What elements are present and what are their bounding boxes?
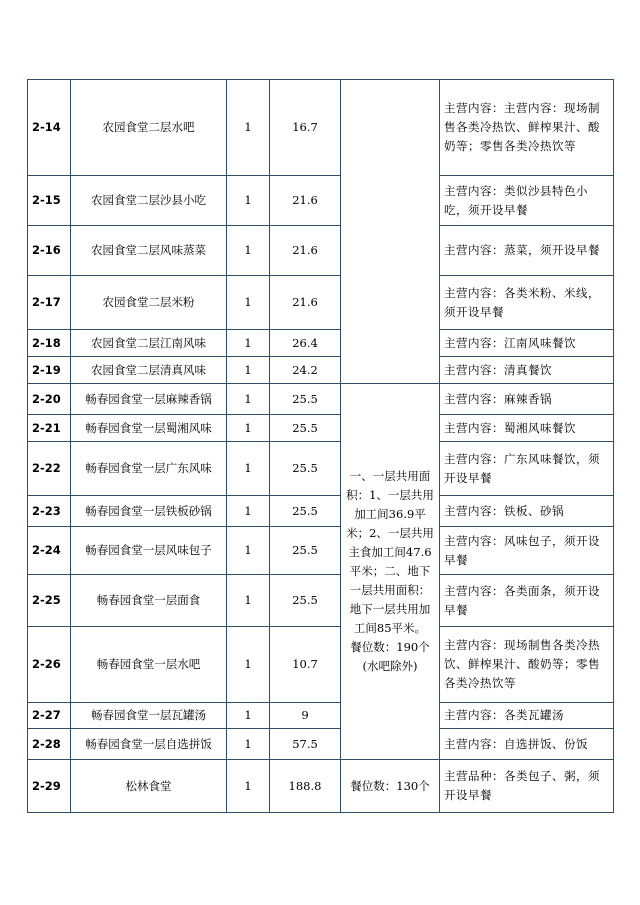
- row-desc: 主营内容：自选拼饭、份饭: [440, 729, 614, 760]
- row-desc: 主营内容：类似沙县特色小吃，须开设早餐: [440, 176, 614, 226]
- table-row: [28, 276, 614, 330]
- row-area: 10.7: [270, 627, 341, 703]
- row-name: 农园食堂二层沙县小吃: [71, 176, 227, 226]
- row-code: 2-17: [28, 276, 71, 330]
- row-name: 畅春园食堂一层广东风味: [71, 442, 227, 496]
- row-desc: 主营内容：麻辣香锅: [440, 384, 614, 415]
- row-code: 2-22: [28, 442, 71, 496]
- table-row: [28, 442, 614, 496]
- row-area: 9: [270, 703, 341, 729]
- row-code: 2-16: [28, 226, 71, 276]
- row-qty: 1: [227, 442, 270, 496]
- table-row: [28, 330, 614, 357]
- row-qty: 1: [227, 357, 270, 384]
- row-name: 畅春园食堂一层蜀湘风味: [71, 415, 227, 442]
- row-desc: 主营内容：现场制售各类冷热饮、鲜榨果汁、酸奶等；零售各类冷热饮等: [440, 627, 614, 703]
- row-qty: 1: [227, 384, 270, 415]
- row-area: 25.5: [270, 384, 341, 415]
- table-row: [28, 415, 614, 442]
- row-code: 2-15: [28, 176, 71, 226]
- row-code: 2-18: [28, 330, 71, 357]
- row-desc: 主营内容：风味包子，须开设早餐: [440, 527, 614, 575]
- row-code: 2-26: [28, 627, 71, 703]
- row-area: 26.4: [270, 330, 341, 357]
- table-row: [28, 527, 614, 575]
- row-code: 2-14: [28, 80, 71, 176]
- table-row: [28, 384, 614, 415]
- row-code: 2-25: [28, 575, 71, 627]
- row-name: 农园食堂二层米粉: [71, 276, 227, 330]
- table-row: [28, 226, 614, 276]
- row-code: 2-29: [28, 760, 71, 813]
- row-area: 188.8: [270, 760, 341, 813]
- row-qty: 1: [227, 627, 270, 703]
- songlin-seats: 餐位数：130个: [341, 760, 440, 813]
- row-desc: 主营内容：各类瓦罐汤: [440, 703, 614, 729]
- changchun-note-cell: [341, 384, 440, 760]
- row-name: 农园食堂二层清真风味: [71, 357, 227, 384]
- table-row: [28, 575, 614, 627]
- table-row: [28, 627, 614, 703]
- changchun-seats-note: (水吧除外): [362, 659, 418, 673]
- nongyuan-note-cell: [341, 80, 440, 384]
- table-row: [28, 357, 614, 384]
- row-area: 24.2: [270, 357, 341, 384]
- row-qty: 1: [227, 415, 270, 442]
- row-name: 畅春园食堂一层铁板砂锅: [71, 496, 227, 527]
- row-name: 农园食堂二层风味蒸菜: [71, 226, 227, 276]
- row-code: 2-19: [28, 357, 71, 384]
- row-name: 畅春园食堂一层自选拼饭: [71, 729, 227, 760]
- row-area: 21.6: [270, 226, 341, 276]
- row-name: 畅春园食堂一层面食: [71, 575, 227, 627]
- table-row: [28, 729, 614, 760]
- row-desc: 主营内容：各类米粉、米线，须开设早餐: [440, 276, 614, 330]
- row-name: 畅春园食堂一层水吧: [71, 627, 227, 703]
- row-qty: 1: [227, 703, 270, 729]
- row-code: 2-23: [28, 496, 71, 527]
- row-qty: 1: [227, 80, 270, 176]
- row-desc: 主营内容：铁板、砂锅: [440, 496, 614, 527]
- canteen-stall-table: [27, 79, 614, 813]
- row-desc: 主营内容：蜀湘风味餐饮: [440, 415, 614, 442]
- row-qty: 1: [227, 729, 270, 760]
- row-qty: 1: [227, 496, 270, 527]
- row-area: 25.5: [270, 527, 341, 575]
- table-row: [28, 496, 614, 527]
- row-qty: 1: [227, 527, 270, 575]
- row-code: 2-20: [28, 384, 71, 415]
- row-name: 畅春园食堂一层风味包子: [71, 527, 227, 575]
- row-qty: 1: [227, 330, 270, 357]
- table-row: [28, 80, 614, 176]
- row-code: 2-21: [28, 415, 71, 442]
- row-desc: 主营内容：蒸菜，须开设早餐: [440, 226, 614, 276]
- row-name: 农园食堂二层江南风味: [71, 330, 227, 357]
- row-qty: 1: [227, 176, 270, 226]
- row-name: 畅春园食堂一层瓦罐汤: [71, 703, 227, 729]
- row-qty: 1: [227, 575, 270, 627]
- row-qty: 1: [227, 226, 270, 276]
- row-area: 25.5: [270, 442, 341, 496]
- row-area: 25.5: [270, 496, 341, 527]
- table-row: [28, 176, 614, 226]
- row-area: 21.6: [270, 176, 341, 226]
- row-area: 25.5: [270, 415, 341, 442]
- row-desc: 主营内容：江南风味餐饮: [440, 330, 614, 357]
- row-code: 2-28: [28, 729, 71, 760]
- row-qty: 1: [227, 760, 270, 813]
- table-row: [28, 760, 614, 813]
- row-area: 21.6: [270, 276, 341, 330]
- row-area: 57.5: [270, 729, 341, 760]
- row-code: 2-24: [28, 527, 71, 575]
- row-qty: 1: [227, 276, 270, 330]
- row-name: 农园食堂二层水吧: [71, 80, 227, 176]
- row-area: 25.5: [270, 575, 341, 627]
- changchun-shared-area-note: 一、一层共用面积：1、一层共用加工间36.9平米；2、一层共用主食加工间47.6平米；二、地下一层共用面积：地下一层共用加工间85平米。: [346, 469, 434, 635]
- changchun-seats: 餐位数：190个: [350, 640, 430, 654]
- row-desc: 主营内容：主营内容：现场制售各类冷热饮、鲜榨果汁、酸奶等；零售各类冷热饮等: [440, 80, 614, 176]
- row-name: 畅春园食堂一层麻辣香锅: [71, 384, 227, 415]
- row-desc: 主营内容：广东风味餐饮，须开设早餐: [440, 442, 614, 496]
- row-desc: 主营品种：各类包子、粥，须开设早餐: [440, 760, 614, 813]
- table-row: [28, 703, 614, 729]
- row-desc: 主营内容：各类面条，须开设早餐: [440, 575, 614, 627]
- row-name: 松林食堂: [71, 760, 227, 813]
- row-desc: 主营内容：清真餐饮: [440, 357, 614, 384]
- row-code: 2-27: [28, 703, 71, 729]
- row-area: 16.7: [270, 80, 341, 176]
